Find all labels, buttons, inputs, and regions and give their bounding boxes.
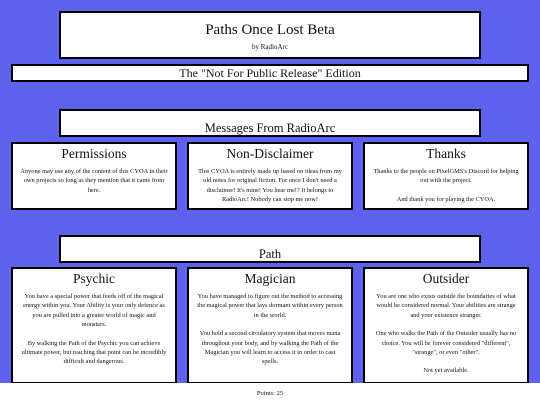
cyoa-title: Paths Once Lost Beta <box>205 22 335 38</box>
choice-text: Not yet available. <box>423 367 469 375</box>
edition-banner: The "Not For Public Release" Edition <box>11 64 529 82</box>
cyoa-byline: by RadioArc <box>252 43 288 51</box>
card-text: Anyone may use any of the content of this CYOA in their own projects so long as they mention that it came from here. <box>20 168 168 194</box>
choice-title: Outsider <box>422 271 470 286</box>
choice-text: You hold a second circulatory system that moves mana throughout your body, and by walking the Path of the Magician you will learn to access it in order to cast spells. <box>199 330 341 366</box>
choice-title: Magician <box>244 271 296 286</box>
card-text: And thank you for playing the CYOA. <box>396 195 496 203</box>
points-bar <box>0 383 540 405</box>
card-text: This CYOA is entirely made up based on ideas from my old notes for original fiction. For once I don't need a disclaimer! It's mine! You hear me!? It belongs to RadioArc! Nobody can stop me now! <box>198 168 342 204</box>
choice-magician[interactable] <box>187 267 353 384</box>
section-heading-path-label: Path <box>258 246 282 261</box>
card-title: Permissions <box>61 146 127 161</box>
card-text: Thanks to the people on PixelGMS's Discord for helping out with the project. <box>373 168 519 185</box>
section-heading-messages-label: Messages From RadioArc <box>204 120 336 135</box>
choice-outsider[interactable] <box>363 267 529 384</box>
card-title: Non-Disclaimer <box>226 146 314 161</box>
card-non-disclaimer <box>187 142 353 210</box>
section-heading-messages <box>59 109 481 137</box>
cyoa-title-panel <box>59 11 481 59</box>
choice-text: You have a special power that feeds off of the magical energy within you. Your Ability is your only defence as you are pulled into a greater world of magic and monsters. <box>23 293 165 329</box>
card-title: Thanks <box>426 146 466 161</box>
choice-text: One who walks the Path of the Outsider usually has no choice. You will be forever considered "different", "strange", or even "other". <box>375 330 517 357</box>
section-heading-path <box>59 235 481 263</box>
choice-text: By walking the Path of the Psychic you can achieve ultimate power, but reaching that point can be incredibly difficult and dangerous. <box>21 339 167 366</box>
card-thanks <box>363 142 529 210</box>
choice-text: You have managed to figure out the method to accessing the magical power that lays dormant within every person in the world. <box>197 293 343 319</box>
choice-psychic[interactable] <box>11 267 177 384</box>
choice-title: Psychic <box>73 271 115 286</box>
choice-text: You are one who exists outside the boundaries of what would be considered normal. Your abilities are strange and your existence stranger. <box>376 293 516 319</box>
points-counter: Points: 25 <box>256 390 284 397</box>
card-permissions <box>11 142 177 210</box>
